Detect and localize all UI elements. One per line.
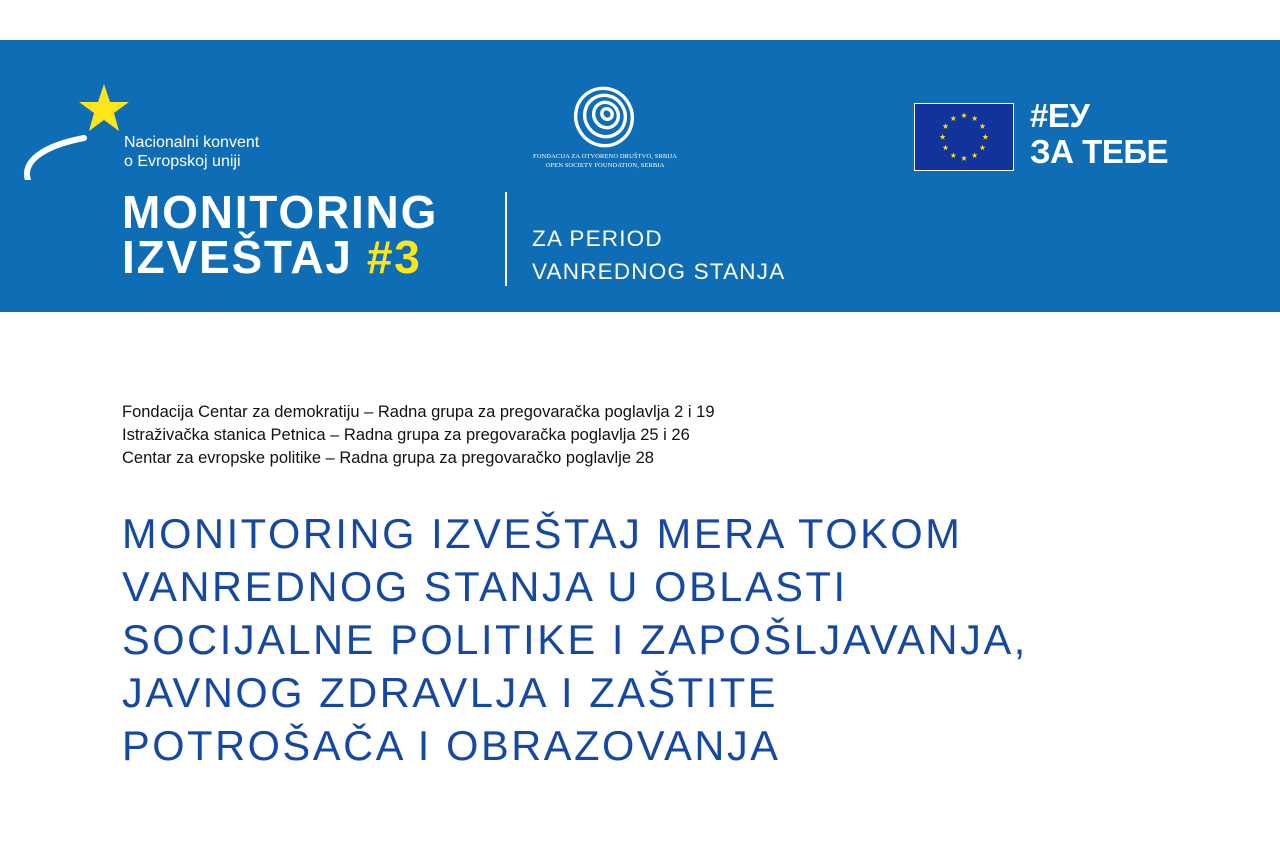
eu-star-icon: [950, 152, 956, 158]
organizations-list: [122, 401, 715, 470]
title-line: MONITORING IZVEŠTAJ MERA TOKOM: [122, 510, 963, 557]
title-line: VANREDNOG STANJA U OBLASTI: [122, 563, 848, 610]
report-title: MONITORING IZVEŠTAJ #3: [122, 186, 439, 283]
eu-hashtag: #ЕУ ЗА ТЕБЕ: [1030, 97, 1169, 170]
convent-name: Nacionalni konvent o Evropskoj uniji: [124, 134, 260, 170]
eu-star-icon: [982, 134, 988, 140]
eu-star-icon: [940, 134, 946, 140]
organization-line: Istraživačka stanica Petnica – Radna grupa za pregovaračka poglavlja 25 i 26: [122, 426, 690, 444]
eu-star-icon: [950, 115, 956, 121]
spiral-logo-icon: [572, 84, 636, 150]
divider: [505, 192, 507, 286]
eu-star-icon: [980, 145, 986, 151]
eu-star-icon: [961, 113, 967, 119]
report-number: #3: [366, 231, 422, 283]
osf-name: FONDACIJA ZA OTVORENO DRUŠTVO, SRBIJA OPEN SOCIETY FOUNDATION, SERBIA: [532, 153, 677, 169]
organization-line: Fondacija Centar za demokratiju – Radna grupa za pregovaračka poglavlja 2 i 19: [122, 403, 715, 421]
eu-star-icon: [943, 145, 949, 151]
eu-star-icon: [972, 152, 978, 158]
eu-flag-icon: [914, 103, 1014, 171]
period-label: ZA PERIOD VANREDNOG STANJA: [532, 226, 786, 284]
title-line: POTROŠAČA I OBRAZOVANJA: [122, 722, 781, 769]
eu-star-icon: [961, 155, 967, 161]
star-swoosh-logo-icon: [22, 80, 132, 180]
eu-star-icon: [980, 123, 986, 129]
document-title: [122, 507, 1028, 772]
header-banner: [0, 40, 1280, 312]
organization-line: Centar za evropske politike – Radna grupa za pregovaračko poglavlje 28: [122, 449, 654, 467]
title-line: SOCIJALNE POLITIKE I ZAPOŠLJAVANJA,: [122, 616, 1028, 663]
title-line: JAVNOG ZDRAVLJA I ZAŠTITE: [122, 669, 779, 716]
eu-star-icon: [943, 123, 949, 129]
eu-star-icon: [972, 115, 978, 121]
